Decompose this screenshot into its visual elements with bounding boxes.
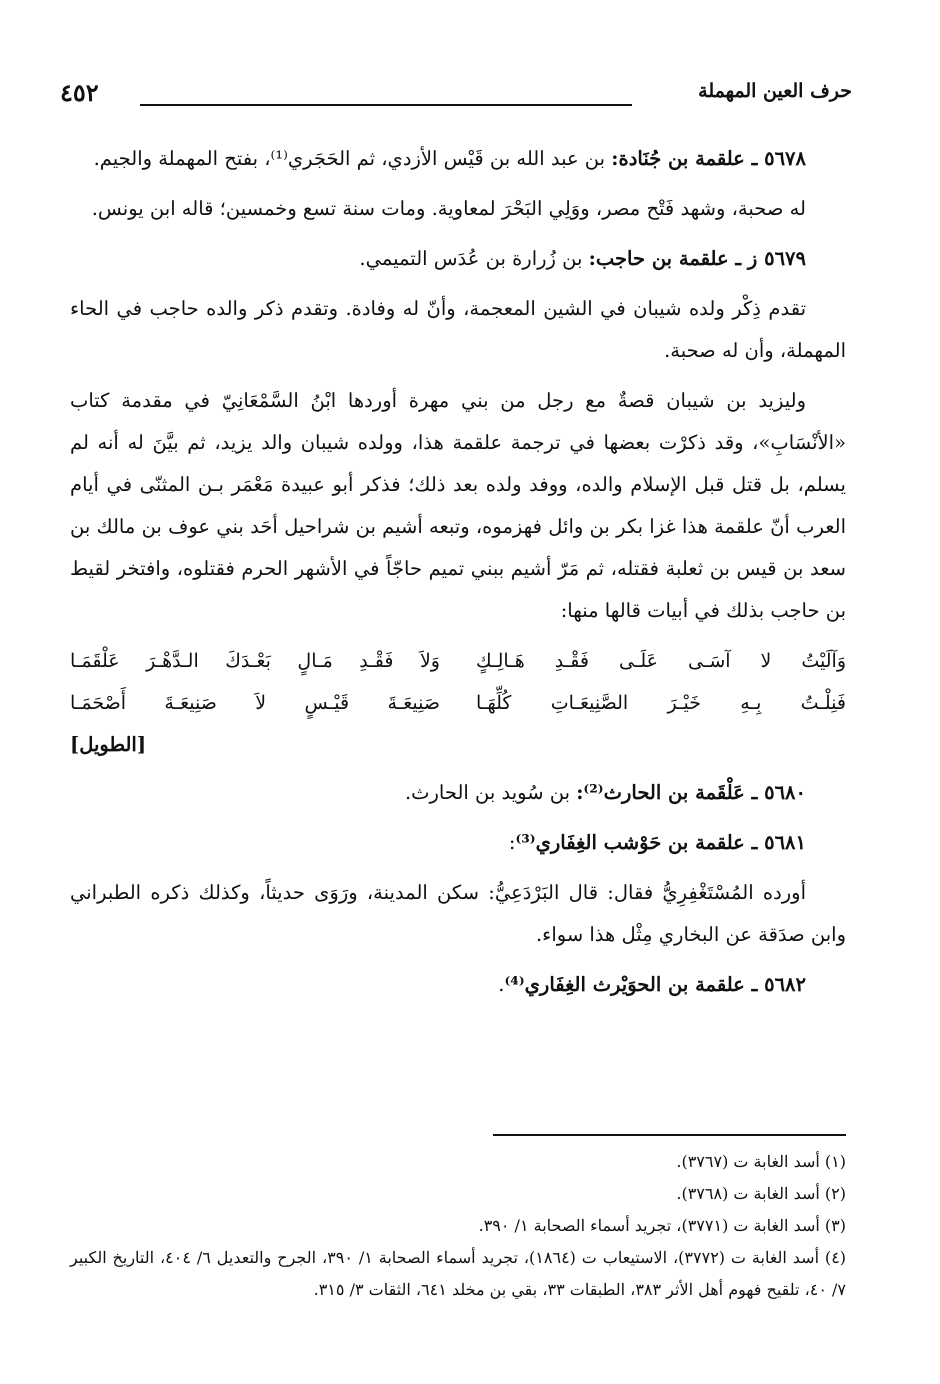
entry-heading: ٥٦٧٩ ز ـ علقمة بن حاجب:	[588, 247, 806, 270]
verse	[70, 682, 846, 724]
entry-5680	[70, 772, 846, 814]
hemistich-left: صَنِيعَـةَ قَيْـسٍ لاَ صَنِيعَـةَ أَصْحَمَـا	[70, 692, 440, 714]
paragraph: أورده المُسْتَغْفِرِيُّ فقال: قال البَرْدَعِيُّ: سكن المدينة، ورَوَى حديثاً، وكذلك ذكره الطبراني وابن صدَقة عن البخاري مِثْل هذا سواء.	[70, 881, 846, 946]
entry-text: بن زُرارة بن عُدَس التميمي.	[359, 247, 589, 270]
entry-heading: ٥٦٧٨ ـ علقمة بن جُنَادة:	[611, 147, 806, 170]
entry-heading: ٥٦٨٠ ـ عَلْقَمة بن الحارث⁽²⁾:	[576, 781, 806, 804]
paragraph: وليزيد بن شيبان قصةٌ مع رجل من بني مهرة أوردها ابْنُ السَّمْعَانِيّ في مقدمة كتاب «الأنْسَابِ»، وقد ذكرْت بعضها في ترجمة علقمة هذا، وولده شيبان والد يزيد، ثم بيَّنَ له أنه لم يسلم، بل قتل قبل الإسلام والده، ووفد ولده بعد ذلك؛ فذكر أبو عبيدة مَعْمَر بـن المثنّى في أيام العرب أنّ علقمة هذا غزا بكر بن وائل فهزموه، وتبعه أشيم بن شراحيل أحَد بني عوف بن مالك بن سعد بن قيس بن ثعلبة فقتله، ثم مَرّ أشيم ببني تميم حاجّاً في الأشهر الحرم فقتلوه، وافتخر لقيط بن حاجب بذلك في أبيات قالها منها:	[70, 389, 846, 622]
footnote: (٤) أسد الغابة ت (٣٧٧٢)، الاستيعاب ت (١٨٦٤)، تجريد أسماء الصحابة ١/ ٣٩٠، الجرح والتعديل ٦/ ٤٠٤، التاريخ الكبير ٧/ ٤٠، تلقيح فهوم أهل الأثر ٣٨٣، الطبقات ٣٣، بقي بن مخلد ٦٤١، الثقات ٣/ ٣١٥.	[70, 1248, 847, 1299]
hemistich-right: وَآلَيْتُ لا آسَـى عَلَـى فَقْـدِ هَـالِـكٍ	[476, 650, 846, 672]
page-number: ٤٥٢	[60, 78, 99, 107]
entry-heading: ٥٦٨١ ـ علقمة بن حَوْشب الغِفَاري⁽³⁾	[515, 831, 806, 854]
footnote-rule	[493, 1134, 846, 1136]
verse	[70, 640, 846, 682]
entry-text: بن سُويد بن الحارث.	[404, 781, 577, 804]
footnotes	[70, 1146, 846, 1306]
page-header	[60, 80, 852, 114]
entry-5682	[70, 964, 846, 1006]
entry-text: :	[508, 831, 516, 854]
footnote: (٢) أسد الغابة ت (٣٧٦٨).	[676, 1184, 846, 1203]
paragraph: تقدم ذِكْر ولده شيبان في الشين المعجمة، وأنّ له وفادة. وتقدم ذكر والده حاجب في الحاء المهملة، وأن له صحبة.	[70, 297, 846, 362]
footnote: (٣) أسد الغابة ت (٣٧٧١)، تجريد أسماء الصحابة ١/ ٣٩٠.	[478, 1216, 846, 1235]
header-rule	[140, 104, 632, 106]
running-title: حرف العين المهملة	[698, 80, 852, 102]
hemistich-right: فَنِلْـتُ بِـهِ خَيْـرَ الصَّنِيعَـاتِ كُلِّهَـا	[476, 692, 846, 714]
entry-text: بن عبد الله بن قَيْس الأزدي، ثم الحَجَري⁽¹⁾، بفتح المهملة والجيم.	[93, 147, 612, 170]
hemistich-left: وَلاَ فَقْـدِ مَـالٍ بَعْـدَكَ الـدَّهْـرَ عَلْقَمَـا	[70, 650, 440, 672]
footnote: (١) أسد الغابة ت (٣٧٦٧).	[676, 1152, 846, 1171]
entry-heading: ٥٦٨٢ ـ علقمة بن الحوَيْرث الغِفَاري⁽⁴⁾	[504, 973, 806, 996]
entry-5678	[70, 138, 846, 180]
poem-meter: [الطويل]	[70, 733, 147, 756]
entry-5681	[70, 822, 846, 864]
entry-text: .	[498, 973, 505, 996]
entry-5679	[70, 238, 846, 280]
poem	[70, 640, 846, 766]
paragraph: له صحبة، وشهد فَتْح مصر، ووَلِي البَحْرَ لمعاوية. ومات سنة تسع وخمسين؛ قاله ابن يونس.	[91, 197, 806, 220]
page-body	[70, 138, 846, 1014]
